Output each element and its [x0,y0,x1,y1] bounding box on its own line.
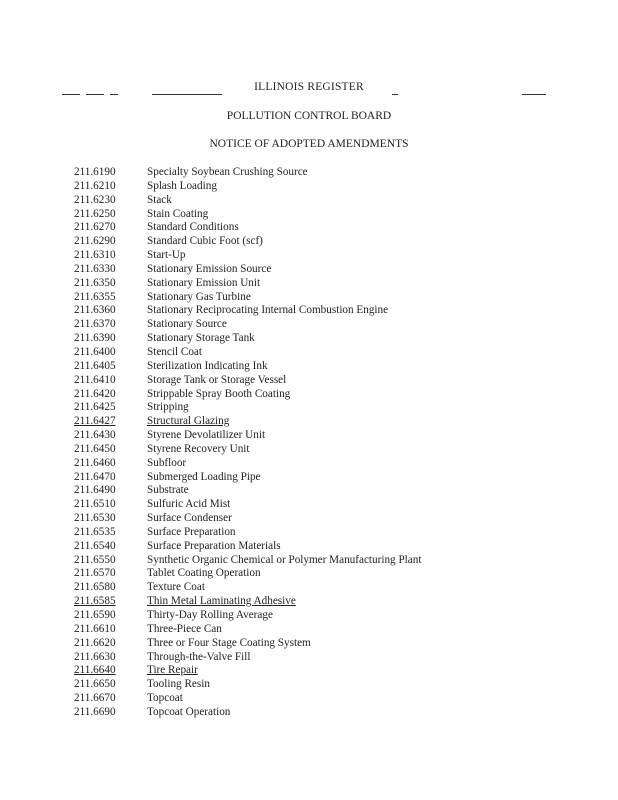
section-title: Topcoat [147,692,183,705]
section-title: Styrene Devolatilizer Unit [147,429,266,442]
section-row [74,180,594,194]
section-row [74,360,594,374]
section-title: Through-the-Valve Fill [147,650,251,663]
section-row [74,277,594,291]
section-title: Sulfuric Acid Mist [147,498,231,511]
section-row [74,401,594,415]
section-row [74,526,594,540]
section-row [74,194,594,208]
section-number: 211.6530 [74,512,116,525]
section-title: Standard Cubic Foot (scf) [147,235,263,248]
section-row [74,678,594,692]
section-row [74,706,594,720]
section-row [74,221,594,235]
section-title: Thirty-Day Rolling Average [147,609,273,621]
section-number: 211.6460 [74,456,116,469]
section-title: Styrene Recovery Unit [147,442,250,455]
section-row [74,249,594,263]
section-number: 211.6470 [74,470,116,483]
section-title: Start-Up [147,249,186,262]
section-title: Stripping [147,401,189,414]
section-number: 211.6210 [74,179,116,192]
section-title: Stationary Source [147,318,227,331]
agency-name: POLLUTION CONTROL BOARD [226,110,392,122]
section-number: 211.6355 [74,290,116,303]
section-title: Synthetic Organic Chemical or Polymer Manufacturing Plant [147,553,422,566]
section-number: 211.6570 [74,567,116,580]
section-row [74,291,594,305]
section-number: 211.6490 [74,484,116,497]
section-number: 211.6640 [74,664,116,677]
section-title: Stationary Reciprocating Internal Combustion Engine [147,304,389,317]
section-row [74,415,594,429]
section-number: 211.6250 [74,207,116,220]
section-title: Three or Four Stage Coating System [147,636,311,649]
section-row [74,429,594,443]
section-title: Three-Piece Can [147,622,222,635]
notice-heading: NOTICE OF ADOPTED AMENDMENTS [209,138,409,150]
section-title: Topcoat Operation [147,705,231,718]
section-row [74,304,594,318]
section-number: 211.6290 [74,235,116,248]
section-row [74,208,594,222]
section-row [74,166,594,180]
header-rule-right [392,94,398,95]
section-title: Submerged Loading Pipe [147,470,261,483]
section-title: Tooling Resin [147,678,210,691]
section-row [74,388,594,402]
section-number: 211.6580 [74,581,116,594]
section-row [74,318,594,332]
section-title: Tablet Coating Operation [147,567,261,580]
section-row [74,637,594,651]
section-title: Thin Metal Laminating Adhesive [147,595,296,608]
section-title: Stencil Coat [147,345,202,358]
section-title: Stationary Emission Source [147,262,272,275]
section-number: 211.6230 [74,193,116,206]
section-row [74,692,594,706]
header-rule-left [152,94,222,95]
section-number: 211.6670 [74,692,116,705]
section-number: 211.6650 [74,678,116,691]
register-title: ILLINOIS REGISTER [254,81,364,93]
section-number: 211.6425 [74,401,116,414]
section-number: 211.6610 [74,622,116,635]
section-row [74,484,594,498]
section-title: Surface Preparation Materials [147,539,281,552]
section-row [74,332,594,346]
section-row [74,457,594,471]
section-row [74,471,594,485]
header-rule-left [110,94,118,95]
section-row [74,609,594,623]
section-number: 211.6405 [74,359,116,372]
section-title: Splash Loading [147,179,217,192]
section-title: Standard Conditions [147,221,239,234]
section-title: Stain Coating [147,207,209,220]
section-row [74,512,594,526]
section-number: 211.6310 [74,249,116,262]
section-title: Stack [147,193,172,206]
section-number: 211.6535 [74,525,116,538]
section-title: Structural Glazing [147,415,230,428]
section-row [74,664,594,678]
section-row [74,443,594,457]
section-number: 211.6510 [74,498,116,511]
section-title: Strippable Spray Booth Coating [147,387,291,400]
section-row [74,554,594,568]
section-row [74,540,594,554]
section-number: 211.6330 [74,262,116,275]
section-number: 211.6350 [74,276,116,289]
section-number: 211.6690 [74,705,116,718]
section-row [74,235,594,249]
section-number: 211.6430 [74,429,116,442]
section-title: Stationary Storage Tank [147,332,255,345]
section-title: Storage Tank or Storage Vessel [147,373,287,386]
section-number: 211.6270 [74,221,116,234]
section-number: 211.6620 [74,636,116,649]
section-number: 211.6410 [74,373,116,386]
section-title: Texture Coat [147,581,205,594]
section-number: 211.6450 [74,442,116,455]
section-row [74,595,594,609]
section-title: Stationary Gas Turbine [147,290,251,303]
section-number: 211.6630 [74,650,116,663]
section-number: 211.6390 [74,332,116,345]
header-rule-left [62,94,80,95]
section-title: Sterilization Indicating Ink [147,359,268,372]
section-title: Substrate [147,484,189,497]
section-number: 211.6190 [74,166,116,178]
section-title: Tire Repair [147,664,198,677]
section-number: 211.6550 [74,553,116,566]
section-row [74,567,594,581]
header-rule-right [522,94,546,95]
header-rule-left [86,94,104,95]
section-row [74,498,594,512]
section-row [74,581,594,595]
section-number: 211.6360 [74,304,116,317]
section-number: 211.6420 [74,387,116,400]
section-row [74,263,594,277]
section-number: 211.6370 [74,318,116,331]
section-number: 211.6540 [74,539,116,552]
section-title: Surface Condenser [147,512,232,525]
section-number: 211.6590 [74,609,116,621]
section-row [74,374,594,388]
section-title: Stationary Emission Unit [147,276,261,289]
section-list [74,166,594,720]
section-row [74,623,594,637]
section-number: 211.6400 [74,345,116,358]
section-row [74,651,594,665]
section-row [74,346,594,360]
section-number: 211.6585 [74,595,116,608]
section-title: Subfloor [147,456,187,469]
section-title: Surface Preparation [147,525,236,538]
section-title: Specialty Soybean Crushing Source [147,166,308,178]
section-number: 211.6427 [74,415,116,428]
